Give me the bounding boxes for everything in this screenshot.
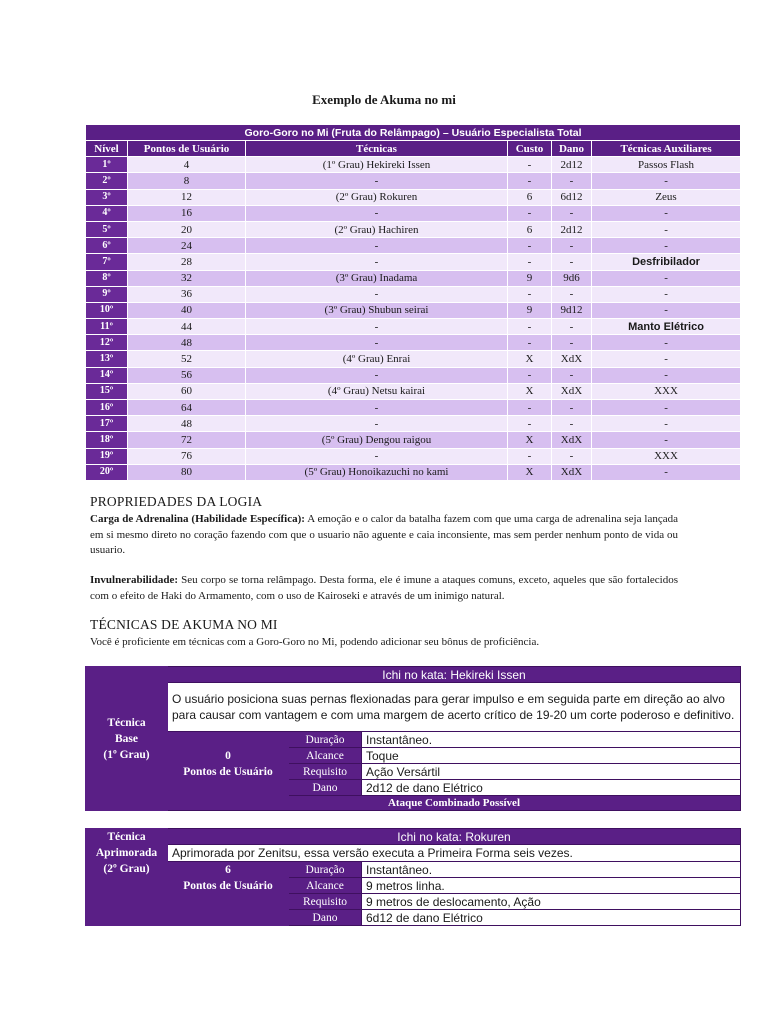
damage-cell: - [552, 173, 592, 189]
level-cell: 17º [86, 416, 128, 432]
level-cell: 3º [86, 189, 128, 205]
table-row [86, 319, 741, 335]
auxiliary-technique-cell: - [592, 367, 741, 383]
cost-cell: X [508, 383, 552, 399]
user-points-cell: 64 [128, 400, 246, 416]
auxiliary-technique-cell: XXX [592, 383, 741, 399]
cost-cell: 9 [508, 302, 552, 318]
cost-cell: - [508, 448, 552, 464]
technique-cell: - [246, 238, 508, 254]
technique-cell: - [246, 286, 508, 302]
technique-cell: (4º Grau) Netsu kairai [246, 383, 508, 399]
damage-cell: - [552, 205, 592, 221]
auxiliary-technique-cell: - [592, 238, 741, 254]
level-cell: 18º [86, 432, 128, 448]
table-row [86, 448, 741, 464]
techniques-intro: Você é proficiente em técnicas com a Goro-Goro no Mi, podendo adicionar seu bônus de proficiência. [90, 636, 540, 648]
technique-description: O usuário posiciona suas pernas flexionadas para gerar impulso e em seguida parte em direção ao alvo para causar com vantagem e com uma margem de acerto crítico de 19-20 um corte poderoso e definitivo. [168, 683, 741, 732]
user-points-cell: 20 [128, 221, 246, 237]
user-points-cell: 80 [128, 464, 246, 480]
auxiliary-technique-cell: - [592, 416, 741, 432]
cost-cell: - [508, 335, 552, 351]
property-label: Alcance [289, 878, 362, 894]
table-row [86, 238, 741, 254]
technique-cell: - [246, 367, 508, 383]
auxiliary-technique-cell: Zeus [592, 189, 741, 205]
technique-cost [168, 862, 289, 926]
user-points-cell: 44 [128, 319, 246, 335]
technique-cell: - [246, 205, 508, 221]
column-header: Dano [552, 141, 592, 157]
property-label: Duração [289, 862, 362, 878]
auxiliary-technique-cell: - [592, 351, 741, 367]
auxiliary-technique-cell: - [592, 302, 741, 318]
property-label: Alcance [289, 748, 362, 764]
property-value: Instantâneo. [362, 862, 741, 878]
damage-cell: 2d12 [552, 221, 592, 237]
user-points-cell: 60 [128, 383, 246, 399]
technique-cell: - [246, 416, 508, 432]
user-points-cell: 40 [128, 302, 246, 318]
table-row [86, 464, 741, 480]
auxiliary-technique-cell: Manto Elétrico [592, 319, 741, 335]
auxiliary-technique-cell: - [592, 270, 741, 286]
cost-cell: - [508, 286, 552, 302]
property-value: Toque [362, 748, 741, 764]
technique-cell: (2º Grau) Hachiren [246, 221, 508, 237]
techniques-heading: TÉCNICAS DE AKUMA NO MI [90, 617, 278, 632]
damage-cell: - [552, 416, 592, 432]
column-header: Técnicas Auxiliares [592, 141, 741, 157]
auxiliary-technique-cell: - [592, 432, 741, 448]
cost-cell: - [508, 238, 552, 254]
user-points-cell: 4 [128, 157, 246, 173]
damage-cell: XdX [552, 432, 592, 448]
level-cell: 4º [86, 205, 128, 221]
cost-label: Pontos de Usuário [183, 880, 273, 892]
level-cell: 7º [86, 254, 128, 270]
technique-cell: - [246, 254, 508, 270]
property-value: 9 metros linha. [362, 878, 741, 894]
technique-card-rokuren [85, 828, 741, 926]
damage-cell: XdX [552, 464, 592, 480]
damage-cell: XdX [552, 351, 592, 367]
level-cell: 8º [86, 270, 128, 286]
technique-cell: (3º Grau) Shubun seirai [246, 302, 508, 318]
technique-name: Ichi no kata: Hekireki Issen [168, 667, 741, 683]
technique-card-hekireki-issen [85, 666, 741, 811]
page-title: Exemplo de Akuma no mi [312, 92, 456, 107]
table-body [86, 157, 741, 481]
cost-cell: X [508, 351, 552, 367]
technique-cell: - [246, 400, 508, 416]
user-points-cell: 16 [128, 205, 246, 221]
user-points-cell: 12 [128, 189, 246, 205]
technique-type-label: Técnica [107, 716, 146, 729]
technique-cell: - [246, 448, 508, 464]
table-row [86, 157, 741, 173]
damage-cell: - [552, 319, 592, 335]
property-label: Requisito [289, 894, 362, 910]
column-header: Técnicas [246, 141, 508, 157]
cost-cell: 9 [508, 270, 552, 286]
invulnerability-paragraph [90, 573, 678, 604]
cost-value: 6 [225, 864, 231, 876]
auxiliary-technique-cell: - [592, 173, 741, 189]
user-points-cell: 8 [128, 173, 246, 189]
table-row [86, 286, 741, 302]
user-points-cell: 56 [128, 367, 246, 383]
adrenaline-paragraph [90, 512, 678, 559]
combo-attack-note: Ataque Combinado Possível [168, 796, 741, 811]
property-value: 6d12 de dano Elétrico [362, 910, 741, 926]
auxiliary-technique-cell: - [592, 205, 741, 221]
property-value: Instantâneo. [362, 732, 741, 748]
damage-cell: - [552, 367, 592, 383]
table-row [86, 205, 741, 221]
user-points-cell: 72 [128, 432, 246, 448]
damage-cell: - [552, 286, 592, 302]
technique-cell: (1º Grau) Hekireki Issen [246, 157, 508, 173]
adrenaline-text: A emoção e o calor da batalha fazem com que uma carga de adrenalina seja lançada em si mesmo direto no coração fazendo com que o usuario não aguente e caia inconsiente, mas sem perder nenhum ponto de vida ou usuario. [90, 513, 678, 557]
table-row [86, 351, 741, 367]
table-row [86, 383, 741, 399]
cost-cell: - [508, 173, 552, 189]
cost-cell: - [508, 416, 552, 432]
table-row [86, 400, 741, 416]
table-row [86, 367, 741, 383]
level-cell: 6º [86, 238, 128, 254]
level-cell: 12º [86, 335, 128, 351]
level-cell: 2º [86, 173, 128, 189]
table-row [86, 335, 741, 351]
technique-type-label: Técnica [107, 831, 146, 843]
damage-cell: 6d12 [552, 189, 592, 205]
technique-cell: - [246, 319, 508, 335]
damage-cell: 9d6 [552, 270, 592, 286]
auxiliary-technique-cell: - [592, 335, 741, 351]
level-cell: 11º [86, 319, 128, 335]
user-points-cell: 52 [128, 351, 246, 367]
cost-label: Pontos de Usuário [183, 765, 273, 778]
technique-cell: (3º Grau) Inadama [246, 270, 508, 286]
user-points-cell: 48 [128, 416, 246, 432]
technique-cell: (4º Grau) Enrai [246, 351, 508, 367]
cost-cell: 6 [508, 221, 552, 237]
properties-heading: PROPRIEDADES DA LOGIA [90, 494, 263, 509]
level-cell: 10º [86, 302, 128, 318]
table-row [86, 189, 741, 205]
column-header: Custo [508, 141, 552, 157]
technique-grade [86, 667, 168, 811]
damage-cell: XdX [552, 383, 592, 399]
auxiliary-technique-cell: - [592, 286, 741, 302]
technique-type-label: Base [115, 732, 138, 745]
damage-cell: - [552, 335, 592, 351]
user-points-cell: 24 [128, 238, 246, 254]
property-value: 2d12 de dano Elétrico [362, 780, 741, 796]
level-cell: 5º [86, 221, 128, 237]
table-row [86, 432, 741, 448]
progression-table [85, 124, 741, 481]
column-header: Pontos de Usuário [128, 141, 246, 157]
technique-cell: (2º Grau) Rokuren [246, 189, 508, 205]
user-points-cell: 28 [128, 254, 246, 270]
level-cell: 1º [86, 157, 128, 173]
cost-value: 0 [225, 749, 231, 762]
cost-cell: - [508, 319, 552, 335]
damage-cell: - [552, 238, 592, 254]
technique-cost [168, 732, 289, 796]
auxiliary-technique-cell: Desfribilador [592, 254, 741, 270]
cost-cell: - [508, 400, 552, 416]
cost-cell: X [508, 464, 552, 480]
column-header: Nível [86, 141, 128, 157]
table-row [86, 302, 741, 318]
cost-cell: - [508, 157, 552, 173]
technique-grade [86, 829, 168, 926]
table-row [86, 416, 741, 432]
level-cell: 9º [86, 286, 128, 302]
cost-cell: - [508, 254, 552, 270]
invulnerability-text: Seu corpo se torna relâmpago. Desta forma, ele é imune a ataques comuns, exceto, aqueles que são fortalecidos com o efeito de Haki do Armamento, com o uso de Kairoseki e através de um inimigo natural. [90, 574, 678, 602]
damage-cell: - [552, 254, 592, 270]
table-row [86, 270, 741, 286]
property-value: Ação Versártil [362, 764, 741, 780]
property-label: Dano [289, 910, 362, 926]
property-label: Requisito [289, 764, 362, 780]
user-points-cell: 48 [128, 335, 246, 351]
auxiliary-technique-cell: - [592, 221, 741, 237]
user-points-cell: 76 [128, 448, 246, 464]
cost-cell: - [508, 367, 552, 383]
cost-cell: - [508, 205, 552, 221]
cost-cell: X [508, 432, 552, 448]
damage-cell: 2d12 [552, 157, 592, 173]
level-cell: 15º [86, 383, 128, 399]
technique-cell: - [246, 173, 508, 189]
auxiliary-technique-cell: - [592, 400, 741, 416]
auxiliary-technique-cell: XXX [592, 448, 741, 464]
level-cell: 14º [86, 367, 128, 383]
technique-grade-label: (2º Grau) [103, 863, 150, 875]
auxiliary-technique-cell: Passos Flash [592, 157, 741, 173]
level-cell: 19º [86, 448, 128, 464]
auxiliary-technique-cell: - [592, 464, 741, 480]
technique-name: Ichi no kata: Rokuren [168, 829, 741, 845]
technique-type-label: Aprimorada [95, 847, 158, 859]
damage-cell: - [552, 448, 592, 464]
level-cell: 20º [86, 464, 128, 480]
user-points-cell: 36 [128, 286, 246, 302]
table-caption: Goro-Goro no Mi (Fruta do Relâmpago) – Usuário Especialista Total [86, 125, 741, 141]
damage-cell: - [552, 400, 592, 416]
level-cell: 16º [86, 400, 128, 416]
table-row [86, 254, 741, 270]
level-cell: 13º [86, 351, 128, 367]
damage-cell: 9d12 [552, 302, 592, 318]
technique-description: Aprimorada por Zenitsu, essa versão executa a Primeira Forma seis vezes. [168, 845, 741, 862]
technique-cell: (5º Grau) Honoikazuchi no kami [246, 464, 508, 480]
technique-cell: - [246, 335, 508, 351]
technique-grade-label: (1º Grau) [103, 748, 150, 761]
property-value: 9 metros de deslocamento, Ação [362, 894, 741, 910]
invulnerability-label: Invulnerabilidade: [90, 574, 179, 586]
user-points-cell: 32 [128, 270, 246, 286]
property-label: Duração [289, 732, 362, 748]
table-row [86, 173, 741, 189]
adrenaline-label: Carga de Adrenalina (Habilidade Específica): [90, 513, 305, 525]
table-row [86, 221, 741, 237]
property-label: Dano [289, 780, 362, 796]
cost-cell: 6 [508, 189, 552, 205]
technique-cell: (5º Grau) Dengou raigou [246, 432, 508, 448]
